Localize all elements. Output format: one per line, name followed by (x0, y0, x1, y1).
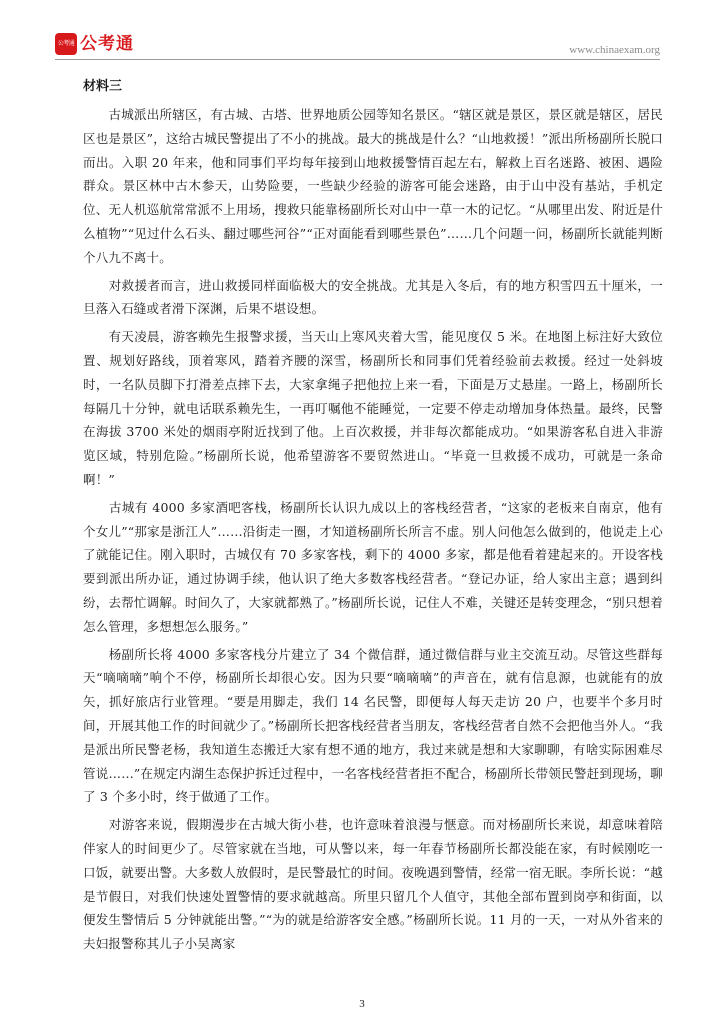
paragraph: 古城有 4000 多家酒吧客栈，杨副所长认识九成以上的客栈经营者，“这家的老板来自南京，他有个女儿”“那家是浙江人”……沿街走一圈，才知道杨副所长所言不虚。别人问他怎么做到的，他说走上心了就能记住。刚入职时，古城仅有 70 多家客栈，剩下的 4000 多家，都是他看着建起来的。开设客栈要到派出所办证，通过协调手续，他认识了绝大多数客栈经营者。“登记办证，给人家出主意；遇到纠纷，去帮忙调解。时间久了，大家就都熟了。”杨副所长说，记住人不难，关键还是转变理念，“别只想着怎么管理，多想想怎么服务。” (83, 499, 663, 634)
site-logo[interactable] (55, 33, 134, 55)
page-header (0, 0, 724, 60)
logo-text: 公考通 (80, 34, 134, 54)
paragraph: 对游客来说，假期漫步在古城大街小巷，也许意味着浪漫与惬意。而对杨副所长来说，却意味着陪伴家人的时间更少了。尽管家就在当地，可从警以来，每一年春节杨副所长都没能在家，有时候刚吃一口饭，就要出警。大多数人放假时，是民警最忙的时间。夜晚遇到警情，经常一宿无眠。李所长说：“越是节假日，对我们快速处置警情的要求就越高。所里只留几个人值守，其他全部布置到岗亭和街面，以便发生警情后 5 分钟就能出警。”“为的就是给游客安全感。”杨副所长说。11 月的一天，一对从外省来的夫妇报警称其儿子小吴离家 (83, 817, 663, 952)
section-title: 材料三 (83, 79, 123, 94)
site-url[interactable]: www.chinaexam.org (569, 44, 660, 56)
paragraph: 古城派出所辖区，有古城、古塔、世界地质公园等知名景区。“辖区就是景区，景区就是辖区，居民区也是景区”，这给古城民警提出了不小的挑战。最大的挑战是什么？“山地救援！”派出所杨副所长脱口而出。入职 20 年来，他和同事们平均每年接到山地救援警情百起左右，解救上百名迷路、被困、遇险群众。景区林中古木参天，山势险要，一些缺少经验的游客可能会迷路，由于山中没有基站，手机定位、无人机巡航常常派不上用场，搜救只能靠杨副所长对山中一草一木的记忆。“从哪里出发、附近是什么植物”“见过什么石头、翻过哪些河谷”“正对面能看到哪些景色”……几个问题一问，杨副所长就能判断个八九不离十。 (83, 107, 663, 265)
paragraph: 有天凌晨，游客赖先生报警求援，当天山上寒风夹着大雪，能见度仅 5 米。在地图上标注好大致位置、规划好路线，顶着寒风，踏着齐腰的深雪，杨副所长和同事们凭着经验前去救援。经过一处斜坡时，一名队员脚下打滑差点摔下去，大家拿绳子把他拉上来一看，下面是万丈悬崖。一路上，杨副所长每隔几十分钟，就电话联系赖先生，一再叮嘱他不能睡觉，一定要不停走动增加身体热量。最终，民警在海拔 3700 米处的烟雨亭附近找到了他。上百次救援，并非每次都能成功。“如果游客私自进入非游览区域，特别危险。”杨副所长说，他希望游客不要贸然进山。“毕竟一旦救援不成功，可就是一条命啊！” (83, 329, 663, 487)
paragraph: 对救援者而言，进山救援同样面临极大的安全挑战。尤其是入冬后，有的地方积雪四五十厘米，一旦落入石缝或者滑下深渊，后果不堪设想。 (83, 277, 663, 317)
document-body (83, 75, 663, 960)
page-number: 3 (359, 998, 365, 1010)
logo-badge-icon: 公考通 (55, 33, 77, 55)
paragraph: 杨副所长将 4000 多家客栈分片建立了 34 个微信群，通过微信群与业主交流互动。尽管这些群每天“嘀嘀嘀”响个不停，杨副所长却很心安。因为只要“嘀嘀嘀”的声音在，就有信息源，也就能有的放矢，抓好旅店行业管理。“要是用脚走，我们 14 名民警，即便每人每天走访 20 户，也要半个多月时间，开展其他工作的时间就少了。”杨副所长把客栈经营者当朋友，客栈经营者自然不会把他当外人。“我是派出所民警老杨，我知道生态搬迁大家有想不通的地方，我过来就是想和大家聊聊，有啥实际困难尽管说……”在规定内湖生态保护拆迁过程中，一名客栈经营者拒不配合，杨副所长带领民警赶到现场，聊了 3 个多小时，终于做通了工作。 (83, 646, 663, 805)
header-divider (55, 59, 660, 60)
